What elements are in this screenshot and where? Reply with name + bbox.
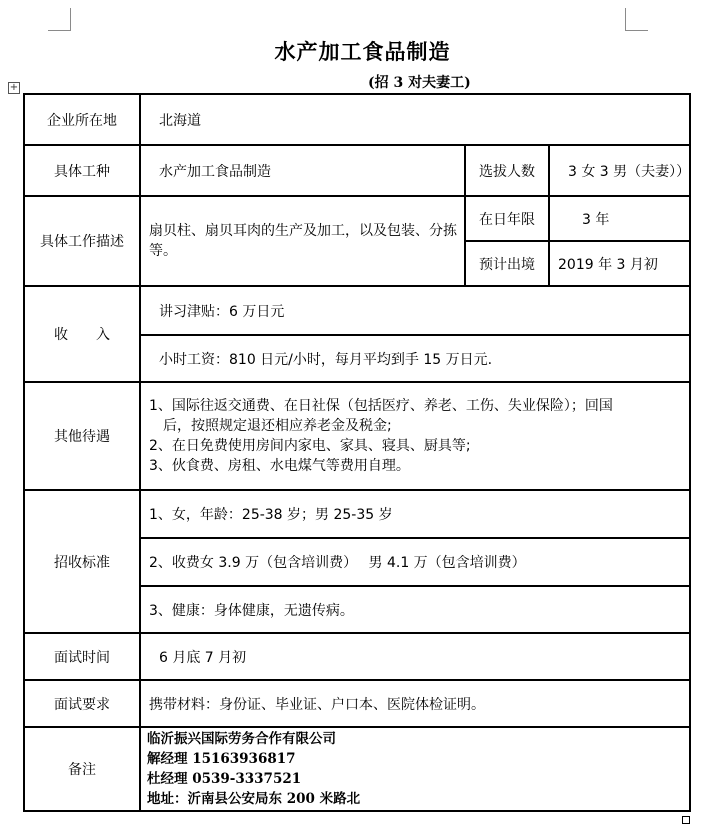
document-title: 水产加工食品制造 <box>274 40 451 64</box>
row-interview-req <box>24 680 690 727</box>
departure-label: 预计出境 <box>465 241 549 286</box>
document-subtitle: (招 3 对夫妻工) <box>368 75 471 91</box>
contact-2: 杜经理 0539-3337521 <box>147 771 302 787</box>
row-benefits <box>24 382 690 490</box>
interview-req-value[interactable]: 携带材料：身份证、毕业证、户口本、医院体检证明。 <box>140 680 690 727</box>
crop-mark-top-left <box>48 8 71 31</box>
interview-time-value[interactable]: 6 月底 7 月初 <box>140 633 690 680</box>
criteria-2[interactable]: 2、收费女 3.9 万（包含培训费） 男 4.1 万（包含培训费） <box>140 538 690 586</box>
table-move-handle-icon[interactable]: + <box>9 82 19 93</box>
row-location <box>24 94 690 145</box>
headcount-label: 选拔人数 <box>465 145 549 196</box>
interview-req-label: 面试要求 <box>24 680 140 727</box>
benefits-list[interactable] <box>140 382 690 490</box>
criteria-label: 招收标准 <box>24 490 140 633</box>
criteria-1[interactable]: 1、女，年龄：25-38 岁；男 25-35 岁 <box>140 490 690 538</box>
crop-mark-top-right <box>625 8 648 31</box>
address: 地址：沂南县公安局东 200 米路北 <box>147 791 361 807</box>
benefit-item-3: 3、伙食费、房租、水电煤气等费用自理。 <box>149 458 410 474</box>
table-resize-handle[interactable] <box>682 816 690 824</box>
departure-value[interactable]: 2019 年 3 月初 <box>549 241 690 286</box>
job-info-table <box>23 93 691 812</box>
benefit-item-1-continued: 后，按照规定退还相应养老金及税金; <box>163 418 392 434</box>
notes-value[interactable] <box>140 727 690 811</box>
description-label: 具体工作描述 <box>24 196 140 286</box>
row-job-type <box>24 145 690 196</box>
criteria-3[interactable]: 3、健康：身体健康，无遗传病。 <box>140 586 690 633</box>
benefit-item-1: 1、国际往返交通费、在日社保（包括医疗、养老、工伤、失业保险）；回国 <box>149 398 613 414</box>
benefit-item-2: 2、在日免费使用房间内家电、家具、寝具、厨具等; <box>149 438 471 454</box>
headcount-value[interactable]: 3 女 3 男（夫妻）） <box>549 145 690 196</box>
row-description-a <box>24 196 690 241</box>
row-interview-time <box>24 633 690 680</box>
income-label: 收 入 <box>24 286 140 382</box>
location-value[interactable]: 北海道 <box>140 94 690 145</box>
company-name: 临沂振兴国际劳务合作有限公司 <box>147 731 336 747</box>
description-value[interactable]: 扇贝柱、扇贝耳肉的生产及加工，以及包装、分拣等。 <box>140 196 465 286</box>
income-allowance[interactable]: 讲习津贴：6 万日元 <box>140 286 690 335</box>
job-type-label: 具体工种 <box>24 145 140 196</box>
row-income-a <box>24 286 690 335</box>
contact-1: 解经理 15163936817 <box>147 751 296 767</box>
benefits-label: 其他待遇 <box>24 382 140 490</box>
term-value[interactable]: 3 年 <box>549 196 690 241</box>
job-type-value[interactable]: 水产加工食品制造 <box>140 145 465 196</box>
interview-time-label: 面试时间 <box>24 633 140 680</box>
row-notes <box>24 727 690 811</box>
term-label: 在日年限 <box>465 196 549 241</box>
location-label: 企业所在地 <box>24 94 140 145</box>
notes-label: 备注 <box>24 727 140 811</box>
income-hourly[interactable]: 小时工资：810 日元/小时，每月平均到手 15 万日元. <box>140 335 690 382</box>
row-criteria-1 <box>24 490 690 538</box>
